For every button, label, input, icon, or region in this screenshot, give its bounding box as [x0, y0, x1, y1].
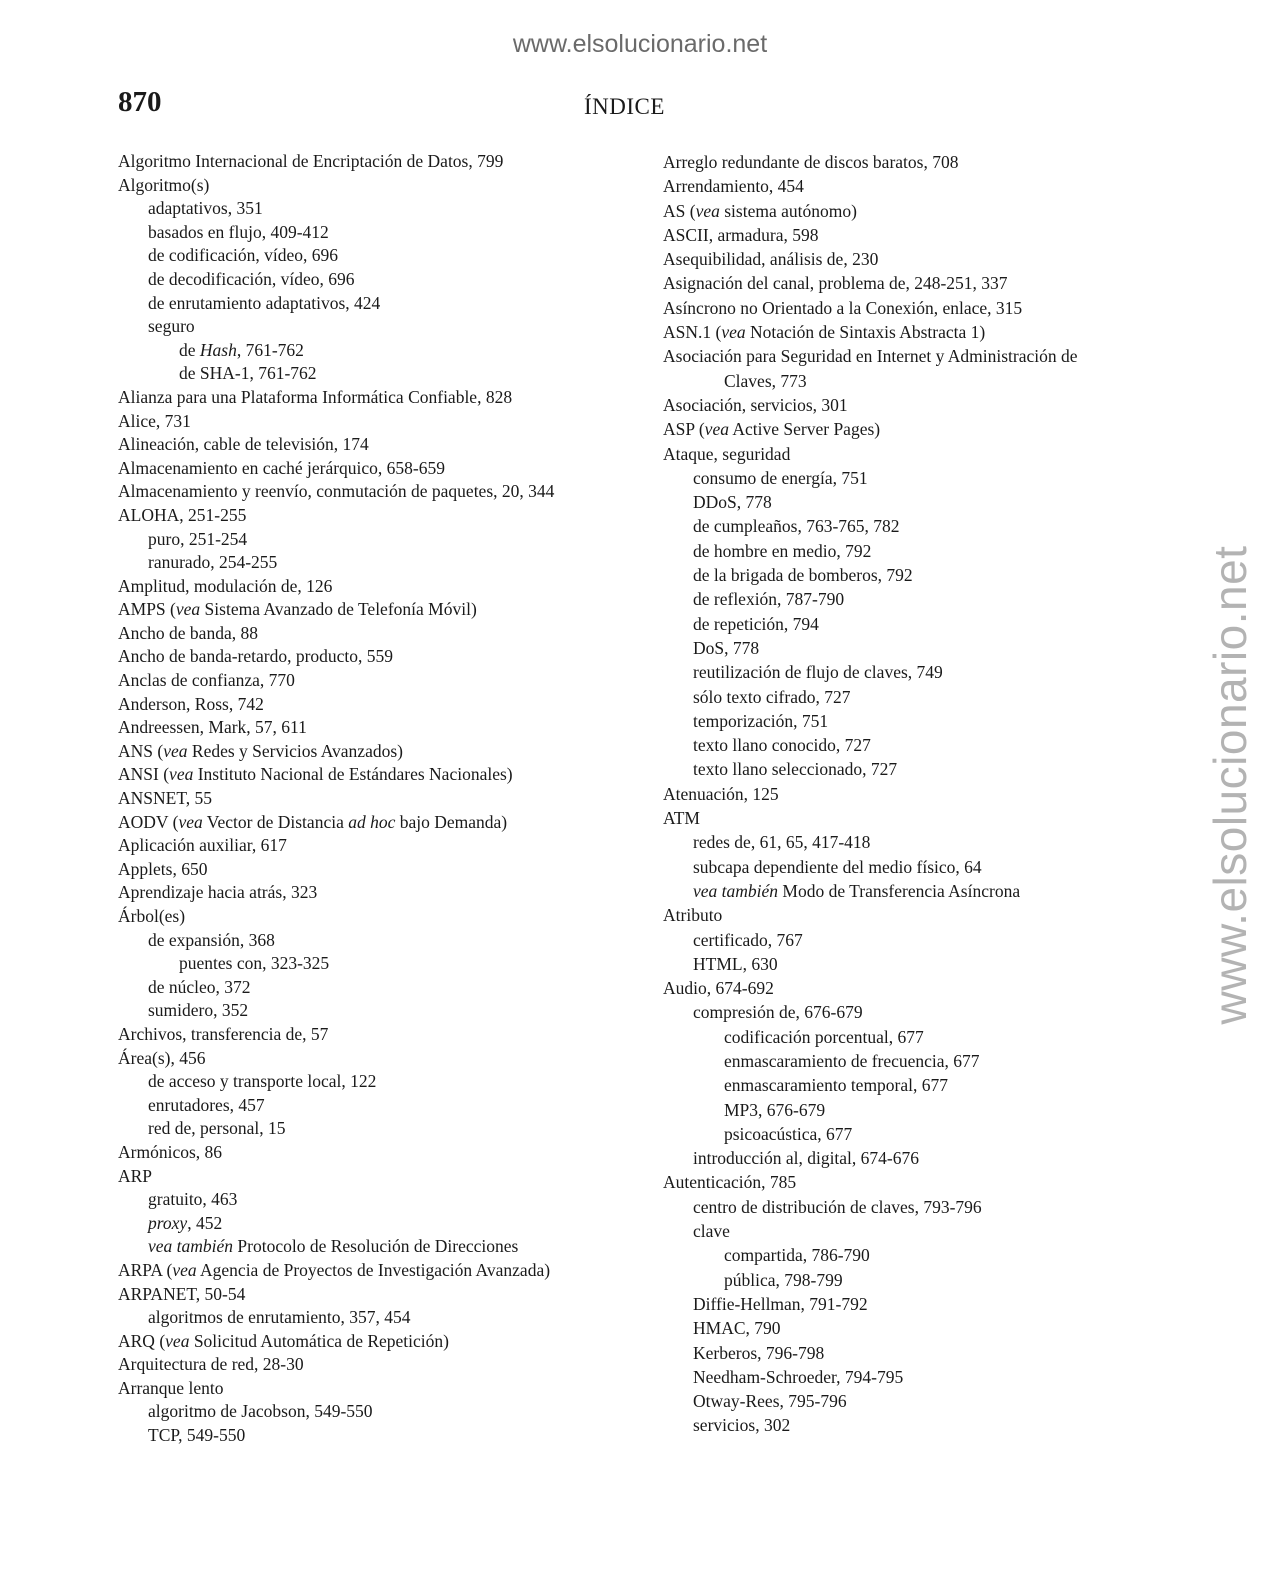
index-subentry: consumo de energía, 751	[693, 467, 868, 488]
entry-italic: vea también	[148, 1236, 234, 1257]
index-entry: Arranque lento	[118, 1377, 224, 1398]
index-subentry: de reflexión, 787-790	[693, 589, 845, 610]
index-subentry: Otway-Rees, 795-796	[693, 1391, 847, 1412]
index-entry: Amplitud, modulación de, 126	[118, 575, 333, 596]
entry-italic: vea	[163, 740, 188, 761]
index-subentry: centro de distribución de claves, 793-796	[693, 1196, 982, 1217]
index-entry: Alice, 731	[118, 410, 191, 431]
entry-text: sistema autónomo)	[719, 200, 857, 221]
index-entry: Atributo	[663, 905, 723, 926]
index-subentry	[663, 879, 1183, 903]
index-entry: ARPANET, 50-54	[118, 1283, 246, 1304]
index-subentry: sólo texto cifrado, 727	[693, 686, 851, 707]
index-subentry: certificado, 767	[693, 929, 803, 950]
index-entry: Anderson, Ross, 742	[118, 693, 264, 714]
entry-italic: vea	[721, 322, 746, 343]
index-subentry: texto llano seleccionado, 727	[693, 759, 898, 780]
index-subentry: DoS, 778	[693, 637, 760, 658]
entry-text: Solicitud Automática de Repetición)	[189, 1330, 449, 1351]
entry-text: ANS (	[118, 740, 164, 761]
index-subsubentry: pública, 798-799	[724, 1269, 843, 1290]
entry-italic: vea	[165, 1330, 190, 1351]
index-subentry: redes de, 61, 65, 417-418	[693, 832, 871, 853]
index-entry: Asociación para Seguridad en Internet y Administración de	[663, 346, 1078, 367]
index-entry: Almacenamiento en caché jerárquico, 658-659	[118, 457, 446, 478]
index-subentry: ranurado, 254-255	[148, 552, 278, 573]
index-subentry: Kerberos, 796-798	[693, 1342, 825, 1363]
page-number: 870	[118, 86, 162, 118]
index-entry: ALOHA, 251-255	[118, 504, 247, 525]
entry-text: Instituto Nacional de Estándares Nacionales)	[193, 764, 513, 785]
index-subentry: enrutadores, 457	[148, 1094, 265, 1115]
index-entry: Archivos, transferencia de, 57	[118, 1023, 329, 1044]
index-entry: Applets, 650	[118, 858, 208, 879]
entry-italic: vea	[169, 764, 194, 785]
index-entry: Ancho de banda-retardo, producto, 559	[118, 646, 394, 667]
index-subsubentry: de SHA-1, 761-762	[179, 363, 317, 384]
entry-text: Notación de Sintaxis Abstracta 1)	[745, 322, 986, 343]
index-subsubentry: codificación porcentual, 677	[724, 1026, 924, 1047]
index-entry	[118, 740, 638, 764]
index-subentry: algoritmo de Jacobson, 549-550	[148, 1401, 373, 1422]
index-subsubentry: psicoacústica, 677	[724, 1123, 853, 1144]
index-subentry: de expansión, 368	[148, 929, 275, 950]
index-column-left	[118, 150, 638, 1448]
index-entry: Almacenamiento y reenvío, conmutación de paquetes, 20, 344	[118, 481, 555, 502]
watermark-top: www.elsolucionario.net	[512, 30, 768, 58]
entry-italic: proxy	[148, 1212, 188, 1233]
index-entry: Asíncrono no Orientado a la Conexión, enlace, 315	[663, 297, 1023, 318]
entry-italic: Hash	[199, 339, 237, 360]
entry-italic: vea	[178, 811, 203, 832]
entry-text: , 761-762	[236, 339, 304, 360]
index-entry: Armónicos, 86	[118, 1141, 223, 1162]
index-subentry: gratuito, 463	[148, 1189, 238, 1210]
entry-text: Vector de Distancia	[202, 811, 349, 832]
entry-italic: vea	[704, 419, 729, 440]
index-subentry: reutilización de flujo de claves, 749	[693, 662, 943, 683]
index-entry	[663, 320, 1183, 344]
index-subentry	[118, 1212, 638, 1236]
index-entry: Algoritmo Internacional de Encriptación de Datos, 799	[118, 151, 504, 171]
watermark-side: www.elsolucionario.net	[1204, 545, 1256, 1025]
index-entry: Ancho de banda, 88	[118, 622, 258, 643]
index-subentry: introducción al, digital, 674-676	[693, 1148, 919, 1169]
entry-text: , 452	[187, 1212, 223, 1233]
index-column-right	[663, 150, 1183, 1438]
index-subentry: de núcleo, 372	[148, 976, 251, 997]
index-subentry: HMAC, 790	[693, 1318, 781, 1339]
entry-italic: vea	[172, 1259, 197, 1280]
index-subentry: de la brigada de bomberos, 792	[693, 565, 913, 586]
entry-text: bajo Demanda)	[395, 811, 508, 832]
index-entry: Árbol(es)	[118, 906, 186, 926]
index-subentry: clave	[693, 1221, 730, 1242]
index-subentry: texto llano conocido, 727	[693, 735, 871, 756]
index-subentry: basados en flujo, 409-412	[148, 221, 329, 242]
index-entry: Área(s), 456	[118, 1047, 206, 1068]
index-subentry	[118, 1235, 638, 1259]
index-subentry: subcapa dependiente del medio físico, 64	[693, 856, 982, 877]
index-entry: ANSNET, 55	[118, 788, 212, 809]
index-subsubentry: enmascaramiento de frecuencia, 677	[724, 1050, 980, 1071]
index-subentry: adaptativos, 351	[148, 198, 263, 219]
page-title: ÍNDICE	[584, 94, 665, 119]
index-subentry: sumidero, 352	[148, 1000, 249, 1021]
index-entry: ASCII, armadura, 598	[663, 224, 819, 245]
entry-text: AS (	[663, 200, 696, 221]
index-subentry: de hombre en medio, 792	[693, 540, 872, 561]
index-entry: Atenuación, 125	[663, 783, 779, 804]
entry-text: Modo de Transferencia Asíncrona	[778, 880, 1021, 901]
index-subentry: de acceso y transporte local, 122	[148, 1071, 377, 1092]
index-entry: Ataque, seguridad	[663, 443, 791, 464]
entry-text: Active Server Pages)	[728, 419, 881, 440]
index-subentry: algoritmos de enrutamiento, 357, 454	[148, 1307, 411, 1328]
index-entry	[118, 763, 638, 787]
entry-text: Redes y Servicios Avanzados)	[187, 740, 403, 761]
index-subentry: de repetición, 794	[693, 613, 819, 634]
index-subsubentry: enmascaramiento temporal, 677	[724, 1075, 949, 1096]
entry-text: Agencia de Proyectos de Investigación Avanzada)	[196, 1259, 551, 1280]
entry-italic: ad hoc	[348, 811, 396, 832]
index-subentry: de codificación, vídeo, 696	[148, 245, 339, 266]
entry-italic: vea también	[693, 880, 779, 901]
index-entry: Andreessen, Mark, 57, 611	[118, 717, 307, 738]
index-entry: Asignación del canal, problema de, 248-251, 337	[663, 273, 1008, 294]
index-entry: Arreglo redundante de discos baratos, 708	[663, 152, 959, 172]
index-subsubentry: puentes con, 323-325	[179, 953, 330, 974]
index-subentry: seguro	[148, 316, 195, 337]
index-entry	[118, 811, 638, 835]
index-entry-continuation: Claves, 773	[724, 370, 807, 391]
entry-text: ARPA (	[118, 1259, 173, 1280]
index-entry: Aplicación auxiliar, 617	[118, 835, 287, 856]
entry-text: ANSI (	[118, 764, 170, 785]
index-entry: Asociación, servicios, 301	[663, 394, 848, 415]
index-subentry: Diffie-Hellman, 791-792	[693, 1293, 868, 1314]
index-entry	[118, 1259, 638, 1283]
entry-text: ARQ (	[118, 1330, 166, 1351]
index-entry: Arrendamiento, 454	[663, 176, 804, 197]
entry-text: ASN.1 (	[663, 322, 722, 343]
index-entry	[663, 199, 1183, 223]
entry-text: AODV (	[118, 811, 179, 832]
index-subentry: puro, 251-254	[148, 528, 248, 549]
entry-text: de	[179, 339, 196, 360]
index-entry	[118, 1330, 638, 1354]
index-entry	[118, 598, 638, 622]
index-entry: Alianza para una Plataforma Informática Confiable, 828	[118, 386, 513, 407]
index-subentry: servicios, 302	[693, 1415, 791, 1436]
entry-text: Sistema Avanzado de Telefonía Móvil)	[200, 599, 477, 620]
index-subentry: de decodificación, vídeo, 696	[148, 268, 355, 289]
index-entry: ATM	[663, 808, 700, 829]
index-entry: ARP	[118, 1165, 153, 1186]
entry-text: AMPS (	[118, 599, 176, 620]
index-subsubentry: MP3, 676-679	[724, 1099, 826, 1120]
entry-italic: vea	[175, 599, 201, 620]
index-subentry: Needham-Schroeder, 794-795	[693, 1366, 904, 1387]
index-entry: Arquitectura de red, 28-30	[118, 1354, 304, 1375]
index-subentry: DDoS, 778	[693, 492, 772, 513]
index-entry: Algoritmo(s)	[118, 174, 210, 195]
index-entry: Audio, 674-692	[663, 978, 774, 999]
index-entry	[663, 417, 1183, 441]
index-subentry: de enrutamiento adaptativos, 424	[148, 292, 381, 313]
entry-text: ASP (	[663, 419, 705, 440]
entry-italic: vea	[695, 200, 720, 221]
index-subentry: temporización, 751	[693, 710, 829, 731]
entry-text: Protocolo de Resolución de Direcciones	[233, 1236, 519, 1257]
index-entry: Aprendizaje hacia atrás, 323	[118, 882, 318, 903]
index-entry: Alineación, cable de televisión, 174	[118, 434, 369, 455]
index-subentry: de cumpleaños, 763-765, 782	[693, 516, 900, 537]
index-entry: Asequibilidad, análisis de, 230	[663, 249, 879, 270]
index-subsubentry: compartida, 786-790	[724, 1245, 870, 1266]
index-entry: Autenticación, 785	[663, 1172, 797, 1193]
index-entry: Anclas de confianza, 770	[118, 670, 295, 691]
index-subentry: compresión de, 676-679	[693, 1002, 863, 1023]
index-subentry: HTML, 630	[693, 953, 778, 974]
index-subentry: TCP, 549-550	[148, 1425, 246, 1446]
index-subsubentry	[118, 339, 638, 363]
index-subentry: red de, personal, 15	[148, 1118, 286, 1139]
